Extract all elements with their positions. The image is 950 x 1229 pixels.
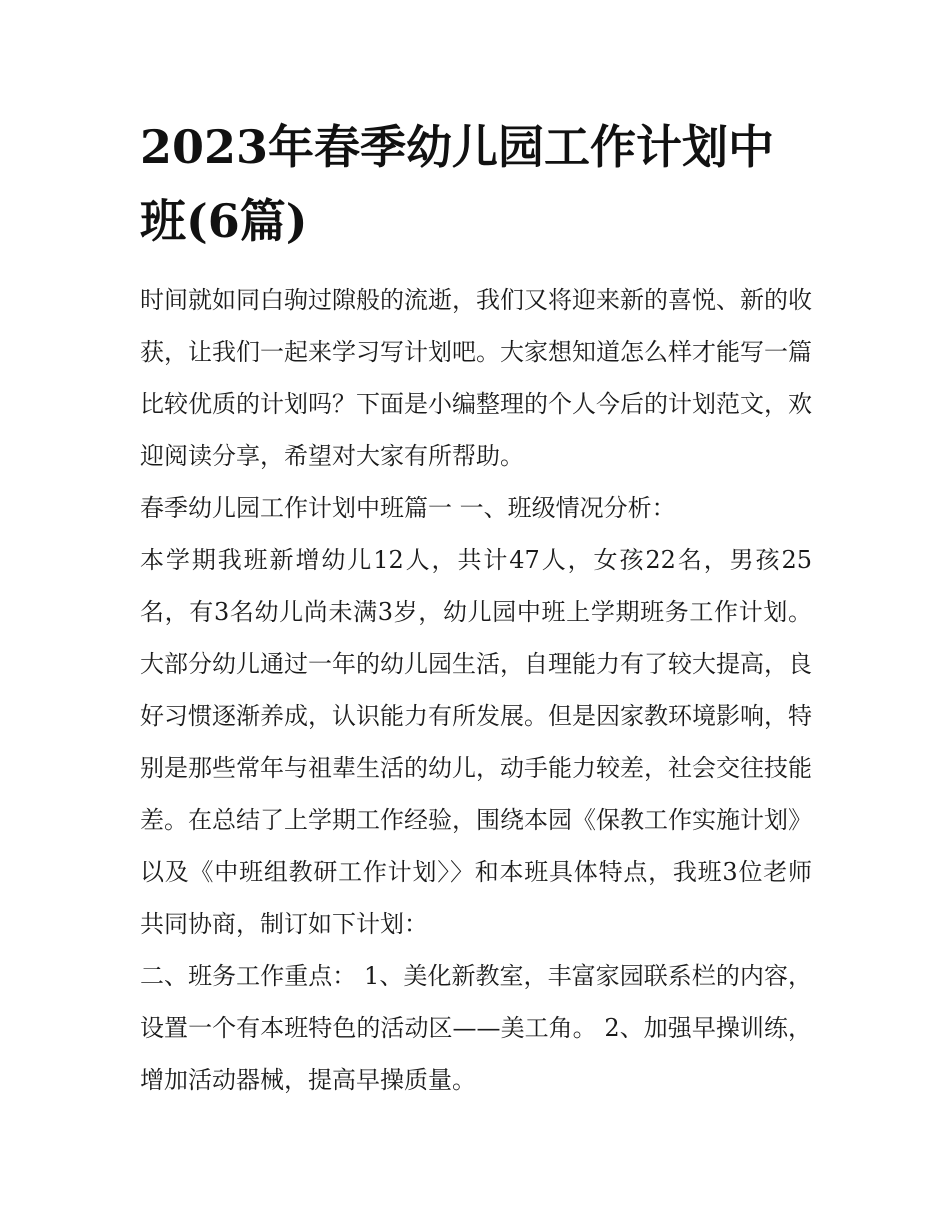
document-content [140, 110, 812, 1106]
class-analysis-paragraph: 本学期我班新增幼儿12人，共计47人，女孩22名，男孩25名，有3名幼儿尚未满3岁，幼儿园中班上学期班务工作计划。大部分幼儿通过一年的幼儿园生活，自理能力有了较大提高，良好习惯逐渐养成，认识能力有所发展。但是因家教环境影响，特别是那些常年与祖辈生活的幼儿，动手能力较差，社会交往技能差。在总结了上学期工作经验，围绕本园《保教工作实施计划》以及《中班组教研工作计划〉〉和本班具体特点，我班3位老师共同协商，制订如下计划： [140, 546, 812, 938]
intro-paragraph: 时间就如同白驹过隙般的流逝，我们又将迎来新的喜悦、新的收获，让我们一起来学习写计划吧。大家想知道怎么样才能写一篇比较优质的计划吗？下面是小编整理的个人今后的计划范文，欢迎阅读分享，希望对大家有所帮助。 [140, 286, 812, 470]
section-heading-class-analysis: 春季幼儿园工作计划中班篇一 一、班级情况分析： [140, 494, 676, 522]
work-focus-paragraph: 二、班务工作重点： 1、美化新教室，丰富家园联系栏的内容，设置一个有本班特色的活动区——美工角。 2、加强早操训练，增加活动器械，提高早操质量。 [140, 962, 812, 1094]
document-title: 2023年春季幼儿园工作计划中班(6篇) [140, 120, 775, 248]
document-body [140, 274, 812, 1106]
